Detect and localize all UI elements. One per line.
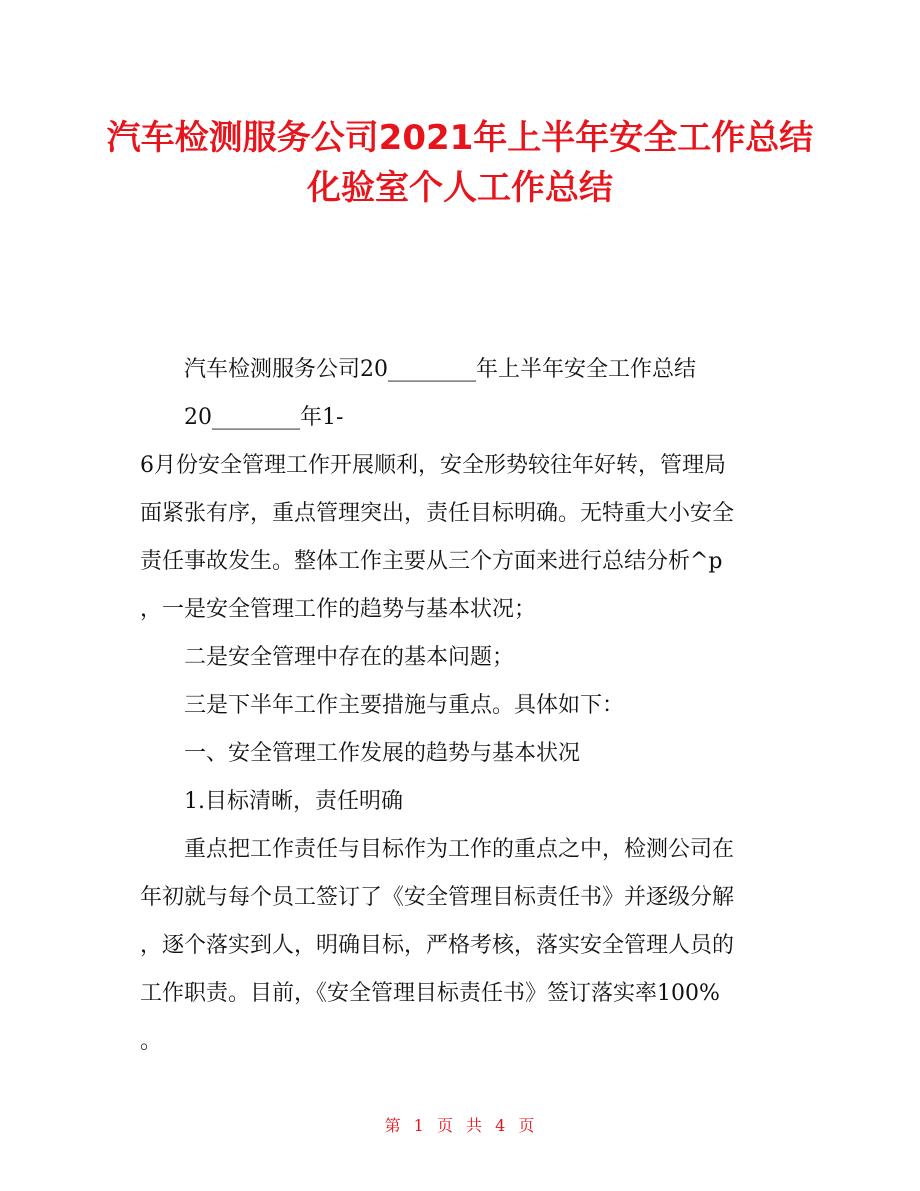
body-line: 三是下半年工作主要措施与重点。具体如下： <box>184 693 625 718</box>
body-line: 。 <box>140 1029 163 1054</box>
body-line: 年初就与每个员工签订了《安全管理目标责任书》并逐级分解 <box>140 885 735 910</box>
body-line: 6月份安全管理工作开展顺利，安全形势较往年好转，管理局 <box>140 453 726 478</box>
document-subtitle: 化验室个人工作总结 <box>307 168 613 208</box>
body-line: 面紧张有序，重点管理突出，责任目标明确。无特重大小安全 <box>140 501 735 526</box>
body-line: 工作职责。目前，《安全管理目标责任书》签订落实率100% <box>140 981 720 1006</box>
page-footer: 第 1 页 共 4 页 <box>384 1116 536 1135</box>
document-title: 汽车检测服务公司2021年上半年安全工作总结 <box>106 118 814 158</box>
document-body <box>140 346 788 1066</box>
body-line: 汽车检测服务公司20________年上半年安全工作总结 <box>184 357 696 382</box>
body-line: 一、安全管理工作发展的趋势与基本状况 <box>184 741 581 766</box>
body-line: 二是安全管理中存在的基本问题； <box>184 645 515 670</box>
body-line: 1.目标清晰，责任明确 <box>184 789 403 814</box>
body-line: 20________年1- <box>184 405 344 430</box>
body-line: ，逐个落实到人，明确目标，严格考核，落实安全管理人员的 <box>140 933 735 958</box>
body-line: ，一是安全管理工作的趋势与基本状况； <box>140 597 537 622</box>
body-line: 责任事故发生。整体工作主要从三个方面来进行总结分析^p <box>140 549 723 574</box>
body-line: 重点把工作责任与目标作为工作的重点之中，检测公司在 <box>184 837 735 862</box>
